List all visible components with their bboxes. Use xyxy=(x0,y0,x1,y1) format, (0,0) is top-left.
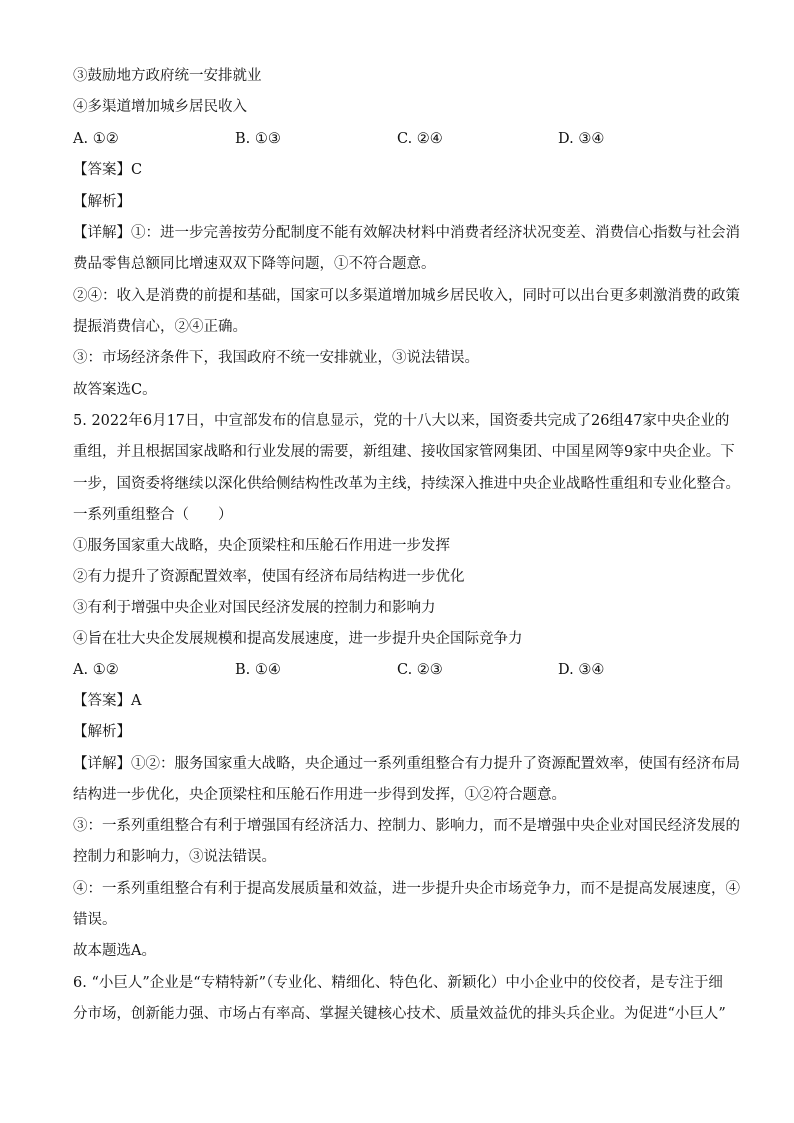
q4-option-b: B. ①③ xyxy=(235,131,281,147)
q5-detail-line-5: ④：一系列重组整合有利于提高发展质量和效益，进一步提升央企市场竞争力，而不是提高发展速度，④ xyxy=(73,881,740,897)
q5-detail-line-3: ③：一系列重组整合有利于增强国有经济活力、控制力、影响力，而不是增强中央企业对国民经济发展的 xyxy=(73,818,740,834)
q5-option-d: D. ③④ xyxy=(558,662,605,678)
q4-detail-line-2: 费品零售总额同比增速双双下降等问题，①不符合题意。 xyxy=(73,256,436,272)
q5-option-b: B. ①④ xyxy=(235,662,281,678)
q4-item-3: ③鼓励地方政府统一安排就业 xyxy=(73,68,262,84)
q5-answer: 【答案】A xyxy=(73,693,142,709)
q4-detail-line-3: ②④：收入是消费的前提和基础，国家可以多渠道增加城乡居民收入，同时可以出台更多刺激消费的政策 xyxy=(73,288,740,304)
q4-option-c: C. ②④ xyxy=(397,131,443,147)
q4-option-a: A. ①② xyxy=(73,131,119,147)
q5-item-1: ①服务国家重大战略，央企顶梁柱和压舱石作用进一步发挥 xyxy=(73,538,450,554)
q5-detail-line-4: 控制力和影响力，③说法错误。 xyxy=(73,849,276,865)
q6-stem-line-2: 分市场，创新能力强、市场占有率高、掌握关键核心技术、质量效益优的排头兵企业。为促进“小巨人” xyxy=(73,1006,726,1022)
q4-item-4: ④多渠道增加城乡居民收入 xyxy=(73,99,247,115)
q6-stem-line-1: 6. “小巨人”企业是“专精特新”（专业化、精细化、特色化、新颖化）中小企业中的佼佼者，是专注于细 xyxy=(73,975,723,991)
q4-option-d: D. ③④ xyxy=(558,131,605,147)
q5-analysis-heading: 【解析】 xyxy=(73,724,131,740)
q4-analysis-heading: 【解析】 xyxy=(73,194,131,210)
q4-detail-line-4: 提振消费信心，②④正确。 xyxy=(73,319,247,335)
q4-detail-line-1: 【详解】①：进一步完善按劳分配制度不能有效解决材料中消费者经济状况变差、消费信心指数与社会消 xyxy=(73,225,740,241)
q5-detail-line-2: 结构进一步优化，央企顶梁柱和压舱石作用进一步得到发挥，①②符合题意。 xyxy=(73,787,566,803)
q5-option-c: C. ②③ xyxy=(397,662,443,678)
q5-item-4: ④旨在壮大央企发展规模和提高发展速度，进一步提升央企国际竞争力 xyxy=(73,631,523,647)
q5-stem-line-3: 一步，国资委将继续以深化供给侧结构性改革为主线，持续深入推进中央企业战略性重组和专业化整合。 xyxy=(73,476,740,492)
q4-detail-line-5: ③：市场经济条件下，我国政府不统一安排就业，③说法错误。 xyxy=(73,350,479,366)
q5-stem-line-2: 重组，并且根据国家战略和行业发展的需要，新组建、接收国家管网集团、中国星网等9家中央企业。下 xyxy=(73,444,735,460)
q4-answer: 【答案】C xyxy=(73,162,143,178)
q5-stem-line-1: 5. 2022年6月17日，中宣部发布的信息显示，党的十八大以来，国资委共完成了26组47家中央企业的 xyxy=(73,413,730,429)
q5-item-2: ②有力提升了资源配置效率，使国有经济布局结构进一步优化 xyxy=(73,569,465,585)
q5-conclusion: 故本题选A。 xyxy=(73,943,156,959)
q5-option-a: A. ①② xyxy=(73,662,119,678)
q5-detail-line-6: 错误。 xyxy=(73,912,117,928)
q5-detail-line-1: 【详解】①②：服务国家重大战略，央企通过一系列重组整合有力提升了资源配置效率，使国有经济布局 xyxy=(73,756,740,772)
q4-conclusion: 故答案选C。 xyxy=(73,382,157,398)
q5-item-3: ③有利于增强中央企业对国民经济发展的控制力和影响力 xyxy=(73,600,436,616)
q5-stem-line-4: 一系列重组整合（ ） xyxy=(73,507,233,523)
